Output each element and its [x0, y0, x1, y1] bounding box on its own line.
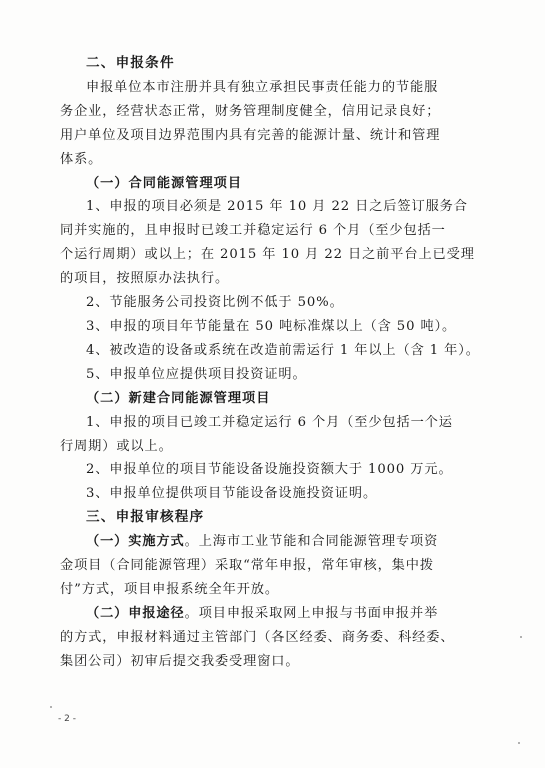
scan-speck	[518, 742, 520, 744]
emc-item-2: 2、节能服务公司投资比例不低于 50%。	[86, 295, 344, 311]
text-line: 个运行周期）或以上；在 2015 年 10 月 22 日之前平台上已受理	[60, 247, 475, 263]
implementation-paragraph	[60, 530, 492, 602]
text-line: 的项目，按照原办法执行。	[60, 271, 230, 287]
subheading-emc-project: （一）合同能源管理项目	[86, 175, 243, 191]
new-emc-item-3: 3、申报单位提供项目节能设备设施投资证明。	[86, 486, 378, 502]
text-line	[60, 602, 492, 626]
text-line	[60, 530, 492, 554]
channel-paragraph	[60, 602, 492, 674]
text-line: 集团公司）初审后提交我委受理窗口。	[60, 653, 300, 669]
channel-label: （二）申报途径	[86, 605, 185, 621]
text-line: 的方式，申报材料通过主管部门（各区经委、商务委、科经委、	[60, 629, 455, 645]
subheading-new-emc-project: （二）新建合同能源管理项目	[86, 390, 271, 406]
new-emc-item-2: 2、申报单位的项目节能设备设施投资额大于 1000 万元。	[86, 462, 453, 478]
document-body	[60, 52, 492, 674]
emc-item-1	[60, 195, 492, 291]
section-heading-review-process: 三、申报审核程序	[86, 509, 205, 526]
text-line: 务企业，经营状态正常，财务管理制度健全，信用记录良好；	[60, 103, 441, 119]
implementation-label: （一）实施方式	[86, 534, 185, 550]
scan-speck	[50, 706, 52, 708]
channel-text: 。项目申报采取网上申报与书面申报并举	[184, 605, 439, 621]
emc-item-3: 3、申报的项目年节能量在 50 吨标准煤以上（含 50 吨）。	[86, 318, 457, 334]
text-line: 同并实施的，且申报时已竣工并稳定运行 6 个月（至少包括一	[60, 223, 446, 239]
implementation-text: 。上海市工业节能和合同能源管理专项资	[184, 534, 439, 550]
emc-item-4: 4、被改造的设备或系统在改造前需运行 1 年以上（含 1 年）。	[86, 342, 480, 358]
section-heading-conditions: 二、申报条件	[86, 55, 175, 71]
new-emc-item-1	[60, 411, 492, 459]
text-line: 1、申报的项目已竣工并稳定运行 6 个月（至少包括一个运	[86, 414, 453, 430]
text-line: 付”方式，项目申报系统全年开放。	[60, 581, 279, 597]
text-line: 用户单位及项目边界范围内具有完善的能源计量、统计和管理	[60, 127, 441, 143]
scan-speck	[520, 636, 522, 638]
text-line: 体系。	[60, 151, 103, 167]
text-line: 行周期）或以上。	[60, 438, 173, 454]
text-line: 1、申报的项目必须是 2015 年 10 月 22 日之后签订服务合	[86, 199, 468, 215]
conditions-paragraph	[60, 76, 492, 172]
emc-item-5: 5、申报单位应提供项目投资证明。	[86, 366, 307, 382]
text-line: 申报单位本市注册并具有独立承担民事责任能力的节能服	[86, 79, 439, 95]
page-number: - 2 -	[58, 714, 76, 724]
text-line: 金项目（合同能源管理）采取“常年申报，常年审核，集中拨	[60, 558, 434, 574]
